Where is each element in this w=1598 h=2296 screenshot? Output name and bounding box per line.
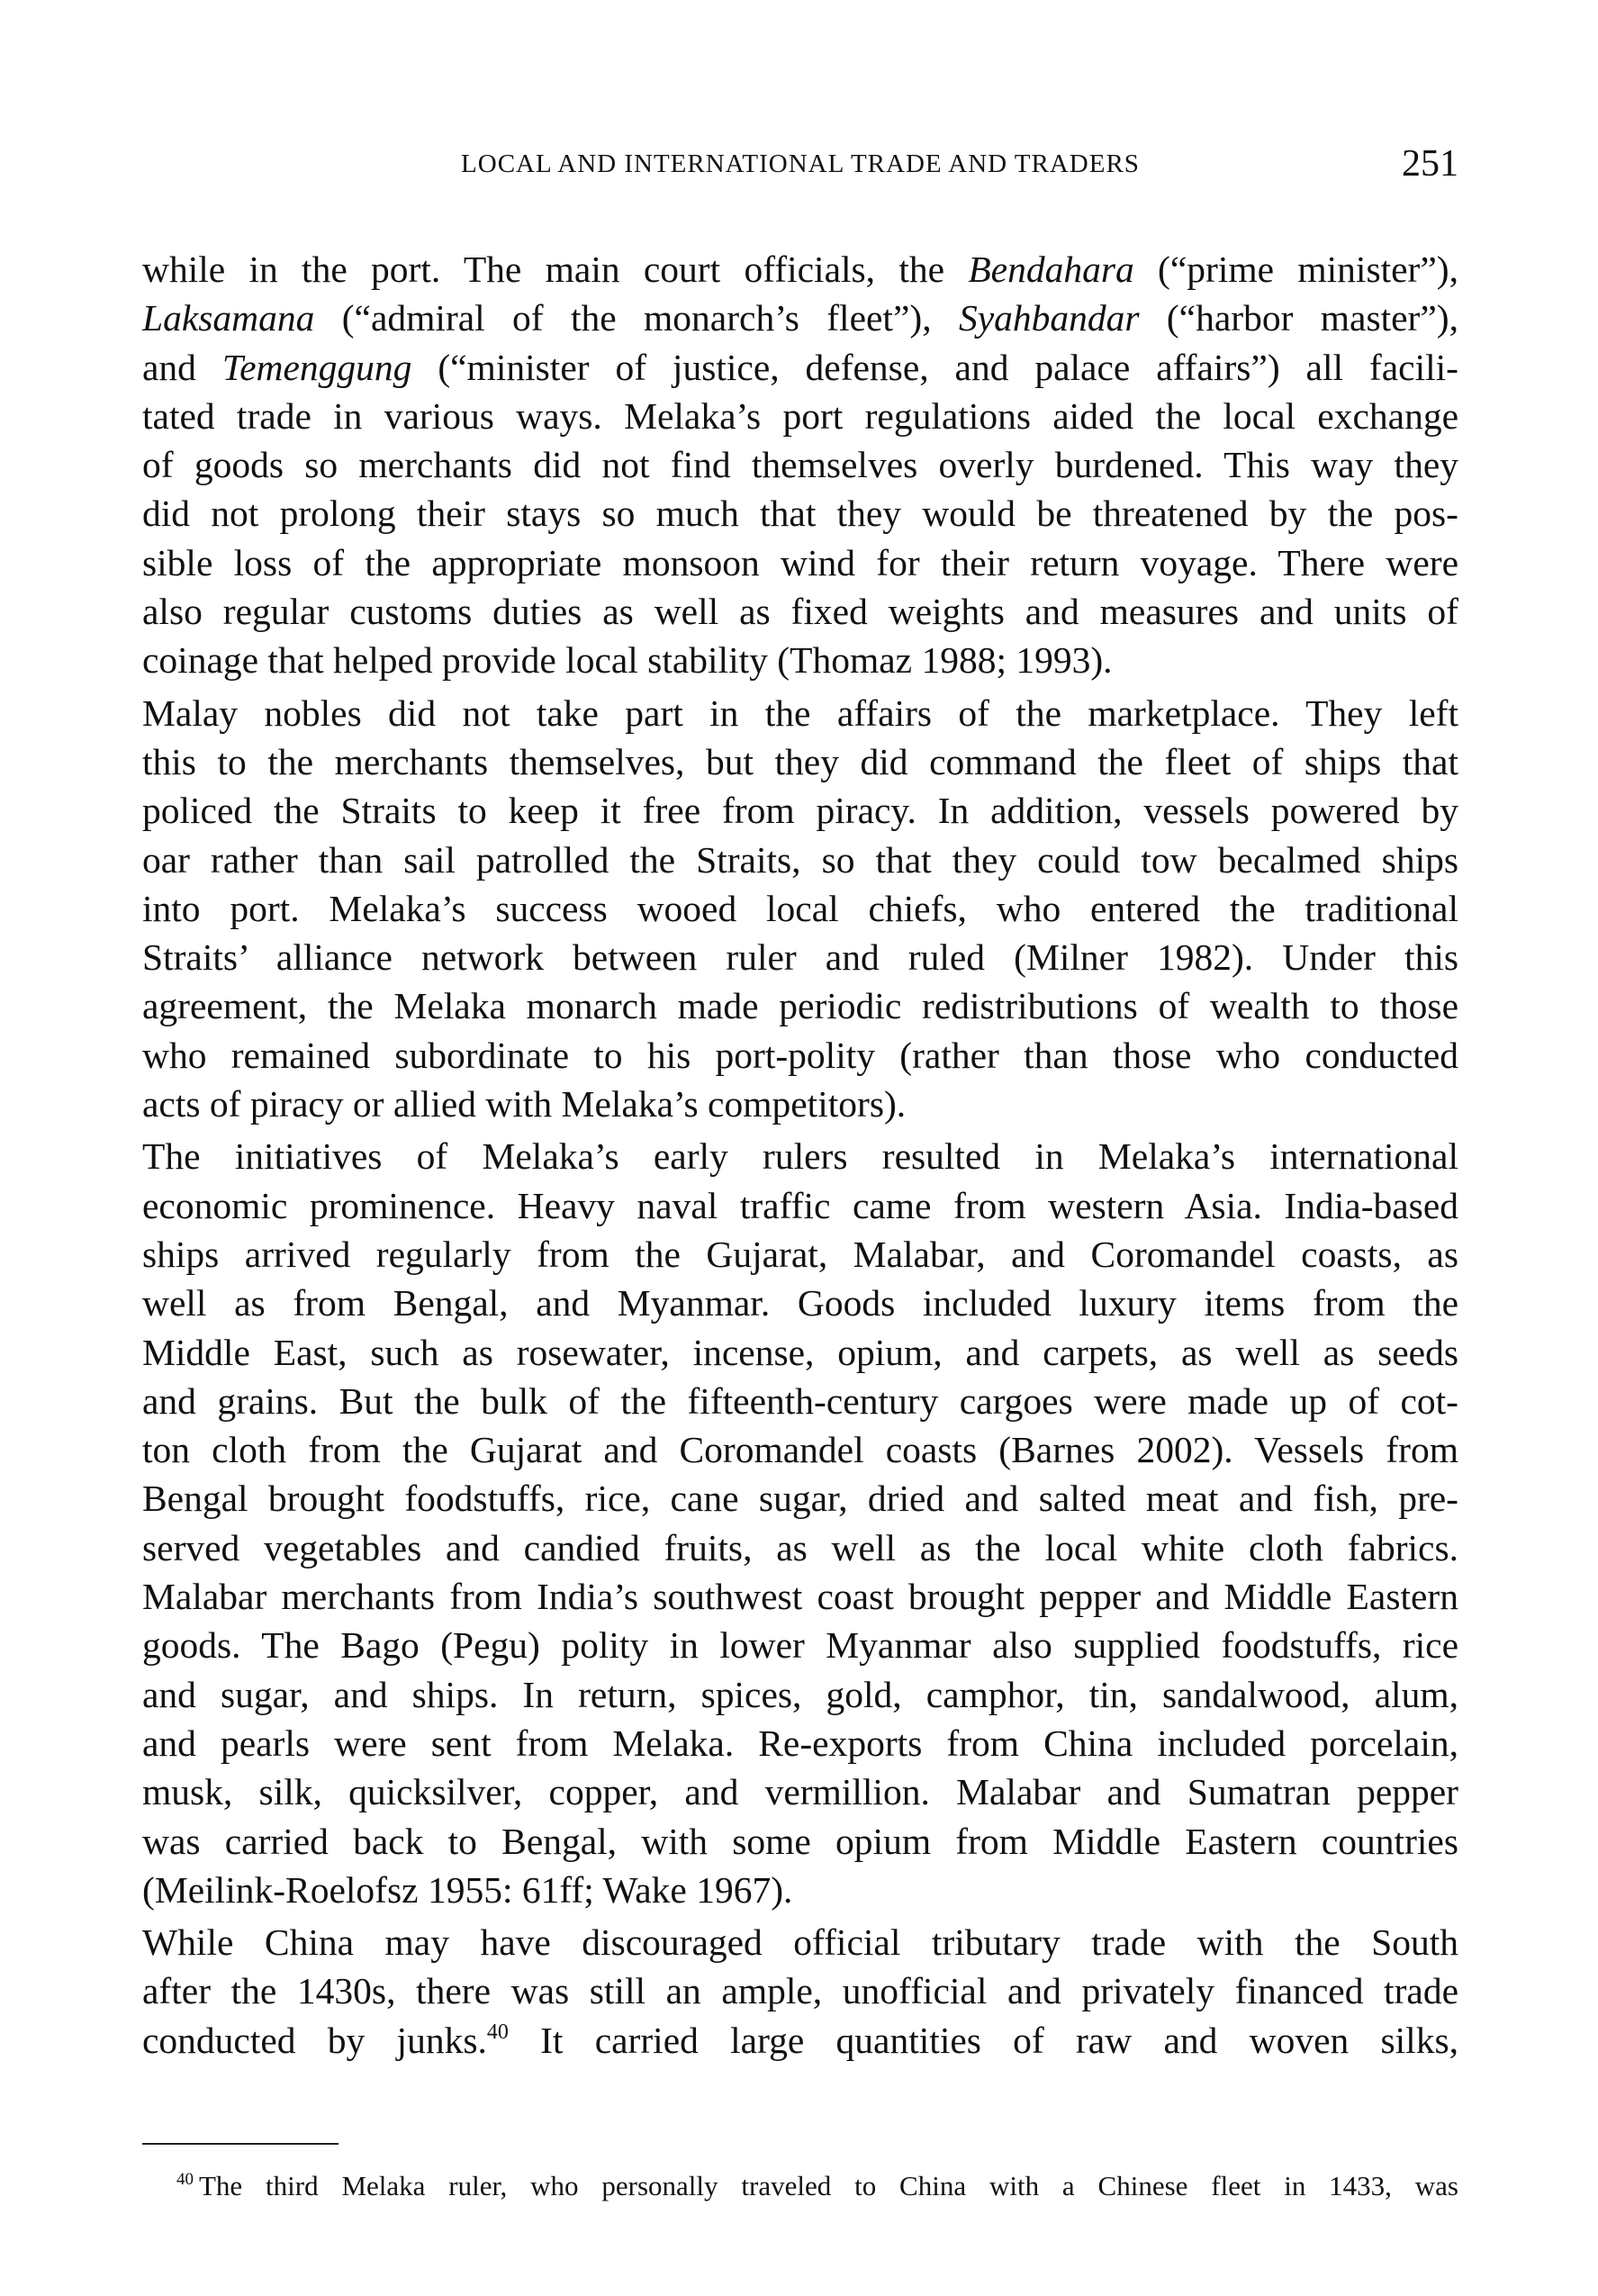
footnote-line (142, 2168, 1458, 2204)
text-line: was carried back to Bengal, with some opium from Middle Eastern countries (142, 1820, 1458, 1862)
text-line: Laksamana (“admiral of the monarch’s fleet”), Syahbandar (“harbor master”), (142, 297, 1458, 339)
text-line: (Meilink-Roelofsz 1955: 61ff; Wake 1967). (142, 1868, 793, 1911)
text-line: Middle East, such as rosewater, incense, opium, and carpets, as well as seeds (142, 1331, 1458, 1373)
footnote-marker: 40 (176, 2170, 194, 2189)
paragraph-3 (142, 1132, 1458, 1914)
text-line: well as from Bengal, and Myanmar. Goods included luxury items from the (142, 1282, 1458, 1324)
text-line: policed the Straits to keep it free from piracy. In addition, vessels powered by (142, 790, 1458, 832)
footnote-reference[interactable]: 40 (486, 2020, 509, 2044)
term-temenggung: Temenggung (221, 346, 412, 388)
text-line: economic prominence. Heavy naval traffic came from western Asia. India-based (142, 1184, 1458, 1226)
running-head (142, 142, 1458, 187)
text-line: of goods so merchants did not find themselves overly burdened. This way they (142, 444, 1458, 486)
text-line: coinage that helped provide local stability (Thomaz 1988; 1993). (142, 639, 1113, 682)
footnote-text: The third Melaka ruler, who personally traveled to China with a Chinese fleet in 1433, was (199, 2170, 1458, 2201)
term-syahbandar: Syahbandar (958, 297, 1140, 339)
text-line: tated trade in various ways. Melaka’s port regulations aided the local exchange (142, 394, 1458, 437)
text-line: The initiatives of Melaka’s early rulers resulted in Melaka’s international (142, 1135, 1458, 1178)
text-line: goods. The Bago (Pegu) polity in lower Myanmar also supplied foodstuffs, rice (142, 1624, 1458, 1667)
running-title: LOCAL AND INTERNATIONAL TRADE AND TRADERS (461, 149, 1140, 178)
text-line: while in the port. The main court officials, the Bendahara (“prime minister”), (142, 249, 1458, 290)
text-line: Malay nobles did not take part in the affairs of the marketplace. They left (142, 692, 1458, 734)
text-line: musk, silk, quicksilver, copper, and vermillion. Malabar and Sumatran pepper (142, 1771, 1458, 1813)
text-line: this to the merchants themselves, but they did command the fleet of ships that (142, 740, 1458, 782)
text-line: also regular customs duties as well as fixed weights and measures and units of (142, 591, 1458, 633)
text-line: sible loss of the appropriate monsoon wind for their return voyage. There were (142, 541, 1458, 583)
paragraph-1 (142, 245, 1458, 685)
term-bendahara: Bendahara (968, 249, 1134, 290)
text-line: acts of piracy or allied with Melaka’s competitors). (142, 1083, 907, 1125)
paragraph-4 (142, 1918, 1458, 2065)
text-line: and pearls were sent from Melaka. Re-exports from China included porcelain, (142, 1722, 1458, 1764)
text-line: and sugar, and ships. In return, spices, gold, camphor, tin, sandalwood, alum, (142, 1673, 1458, 1715)
text-line: and Temenggung (“minister of justice, defense, and palace affairs”) all facili- (142, 346, 1459, 388)
body-text (142, 245, 1458, 2065)
text-line: after the 1430s, there was still an ample, unofficial and privately financed trade (142, 1970, 1458, 2012)
term-laksamana: Laksamana (142, 297, 315, 339)
text-line: agreement, the Melaka monarch made periodic redistributions of wealth to those (142, 985, 1458, 1027)
text-line: conducted by junks.$^{40}$ It carried large quantities of raw and woven silks, (142, 2019, 1458, 2061)
text-line: who remained subordinate to his port-polity (rather than those who conducted (142, 1034, 1458, 1076)
text-line: Bengal brought foodstuffs, rice, cane sugar, dried and salted meat and fish, pre- (142, 1478, 1458, 1520)
footnote (142, 2168, 1458, 2204)
text-line: and grains. But the bulk of the fifteenth-century cargoes were made up of cot- (142, 1379, 1458, 1422)
text-line: into port. Melaka’s success wooed local chiefs, who entered the traditional (142, 887, 1458, 929)
footnote-separator (142, 2143, 339, 2145)
text-line: served vegetables and candied fruits, as well as the local white cloth fabrics. (142, 1526, 1458, 1568)
text-line: ships arrived regularly from the Gujarat, Malabar, and Coromandel coasts, as (142, 1233, 1458, 1275)
text-line: While China may have discouraged official tributary trade with the South (142, 1921, 1458, 1964)
paragraph-2 (142, 689, 1458, 1129)
text-line: Malabar merchants from India’s southwest coast brought pepper and Middle Eastern (142, 1576, 1458, 1618)
text-line: oar rather than sail patrolled the Straits, so that they could tow becalmed ships (142, 838, 1458, 881)
text-line: did not prolong their stays so much that they would be threatened by the pos- (142, 493, 1458, 535)
text-line: Straits’ alliance network between ruler and ruled (Milner 1982). Under this (142, 936, 1458, 979)
page-number: 251 (1402, 143, 1458, 185)
text-line: ton cloth from the Gujarat and Coromandel coasts (Barnes 2002). Vessels from (142, 1429, 1458, 1471)
